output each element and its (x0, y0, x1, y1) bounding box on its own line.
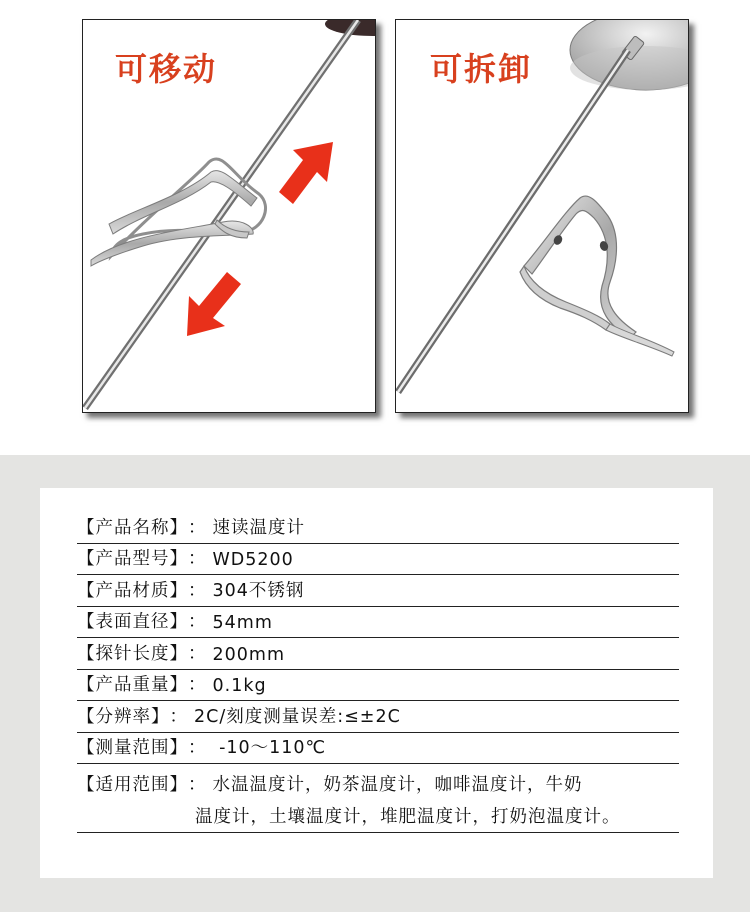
spec-label: 【产品名称】 (77, 517, 188, 538)
arrow-up-icon (279, 142, 333, 204)
spec-row-resolution (77, 701, 679, 733)
spec-value: 0.1kg (212, 676, 267, 696)
movable-clip-panel (82, 19, 376, 413)
spec-table (77, 512, 679, 833)
spec-value: 304不锈钢 (212, 580, 305, 601)
spec-label: 【表面直径】 (77, 612, 188, 632)
spec-value: -10～110℃ (212, 738, 327, 758)
product-images-section (0, 0, 750, 455)
spec-label: 【探针长度】 (77, 643, 188, 664)
spec-value: WD5200 (212, 550, 294, 570)
spec-colon: ： (188, 738, 207, 758)
spec-value: 200mm (212, 644, 285, 665)
panel-title-movable: 可移动 (115, 50, 218, 88)
spec-row-dial-diameter (77, 607, 679, 639)
spec-label: 【适用范围】 (77, 774, 188, 795)
spec-value: 2C/刻度测量误差:≤±2C (194, 706, 401, 727)
spec-value-continued: 温度计，土壤温度计，堆肥温度计，打奶泡温度计。 (195, 806, 621, 827)
spec-value: 水温温度计，奶茶温度计，咖啡温度计，牛奶 (212, 774, 583, 795)
spec-row-product-name (77, 512, 679, 544)
spec-row-probe-length (77, 638, 679, 670)
spec-row-material (77, 575, 679, 607)
spec-label: 【产品重量】 (77, 675, 188, 695)
arrow-down-icon (187, 272, 241, 336)
spec-row-weight (77, 670, 679, 702)
spec-colon: ： (188, 517, 207, 538)
detached-clip (520, 196, 674, 356)
spec-colon: ： (188, 643, 207, 664)
spec-label: 【测量范围】 (77, 738, 188, 758)
spec-value: 速读温度计 (212, 517, 305, 538)
spec-label: 【产品材质】 (77, 580, 188, 601)
panel-title-detachable: 可拆卸 (430, 50, 533, 88)
spec-label: 【分辨率】 (77, 706, 170, 727)
spec-colon: ： (169, 706, 188, 727)
spec-colon: ： (188, 774, 207, 795)
spec-colon: ： (188, 612, 207, 632)
spec-colon: ： (188, 580, 207, 601)
spec-colon: ： (188, 675, 207, 695)
spec-label: 【产品型号】 (77, 549, 188, 569)
spec-value: 54mm (212, 613, 273, 633)
detachable-clip-panel (395, 19, 689, 413)
spec-row-measuring-range (77, 733, 679, 765)
spec-row-model (77, 544, 679, 576)
spec-colon: ： (188, 549, 207, 569)
spec-row-applications (77, 764, 679, 833)
